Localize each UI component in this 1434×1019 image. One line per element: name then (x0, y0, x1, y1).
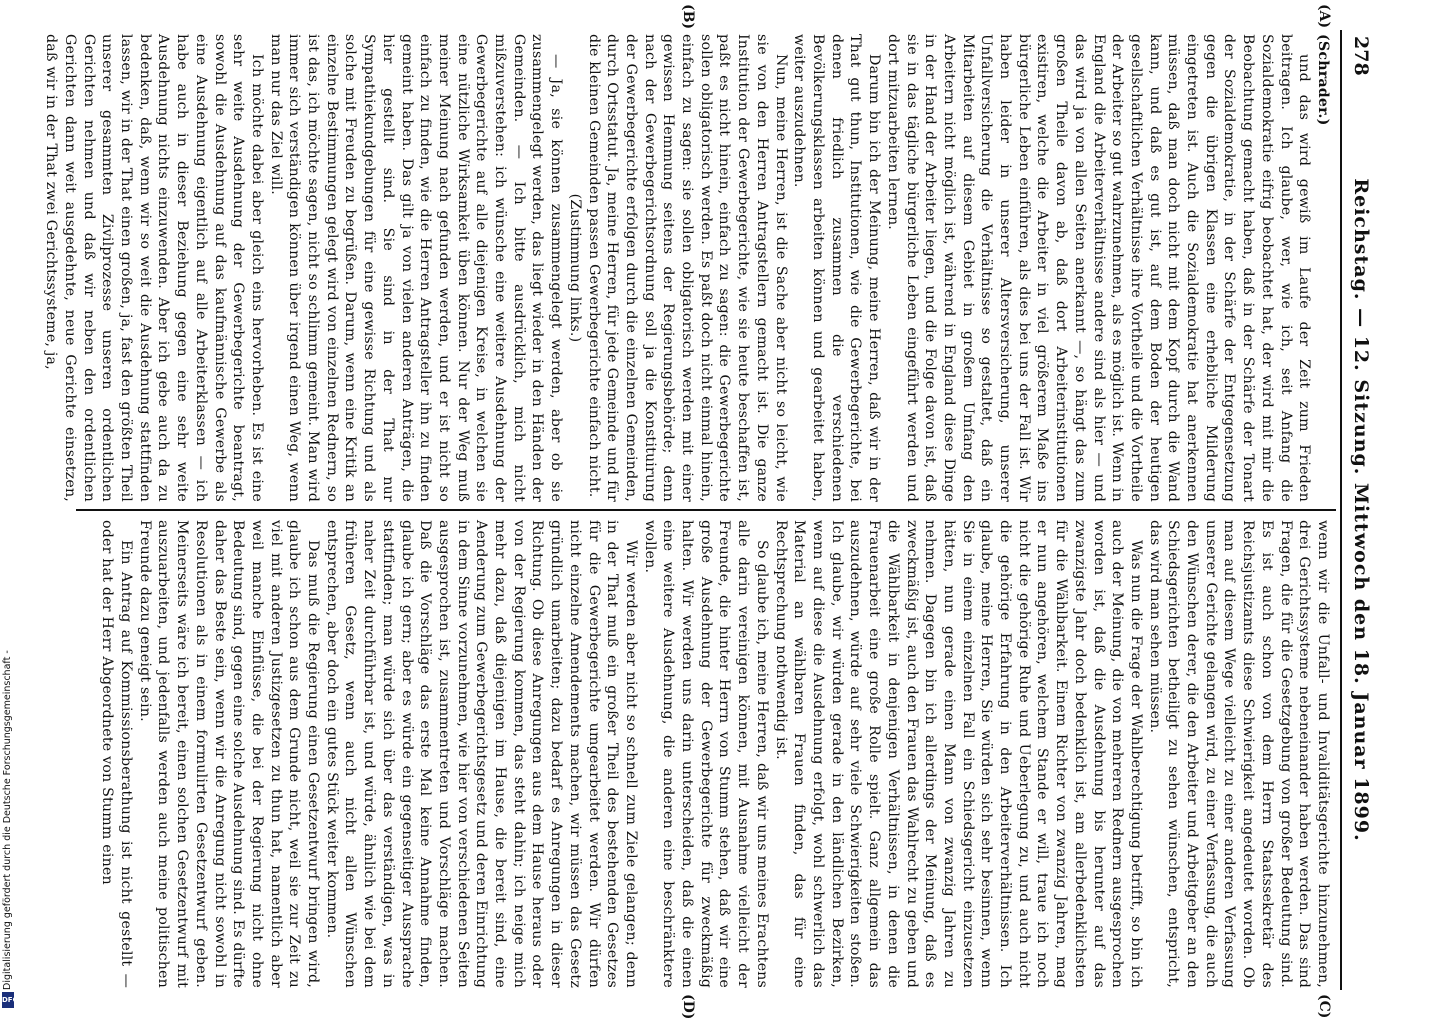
margin-marker-c: (C) (1316, 994, 1332, 1019)
rotated-page (43, 4, 1376, 1019)
page-header (1340, 30, 1376, 990)
interjection: (Zustimmung links.) (566, 193, 583, 343)
left-column (43, 34, 1332, 502)
page-number: 278 (1350, 36, 1372, 76)
margin-marker-a: (A) (1316, 4, 1332, 29)
digitization-footer (2, 610, 19, 1004)
digitization-credit: Digitalisierung gefördert durch die Deutsche Forschungsgemeinschaft - (2, 650, 13, 990)
paragraph: Ein Antrag auf Kommissionsberathung ist nicht gestellt — oder hat der Herr Abgeordnete von Stumm einen (99, 520, 134, 988)
paragraph: Ich möchte dabei aber gleich eins hervorheben. Es ist eine sehr weite Ausdehnung der Gewerbegerichte beantragt, sowohl die Ausdehnung auf das kaufmännische Gewerbe als eine Ausdehnung eigentlich auf alle Arbeiterklassen — ich habe auch in dieser Beziehung gegen eine sehr weite Ausdehnung nichts einzuwenden. Aber ich gebe auch da zu bedenken, daß, wenn wir so weit die Ausdehnung stattfinden lassen, wir in der That einen großen, ja, fast den größten Theil unserer gesammten Zivilprozesse unseren ordentlichen Gerichten nehmen und daß wir neben den ordentlichen Gerichten dann weit ausgedehnte, neue Gerichte einsetzen, daß wir in der That zwei Gerichtssysteme, ja, (43, 34, 265, 502)
paragraph: Nun, meine Herren, ist die Sache aber nicht so leicht, wie sie von den Herren Antragstellern gemacht ist. Die ganze Institution der Gewerbegerichte, wie sie heute beschaffen ist, paßt es nicht hinein, einfach zu sagen: die Gewerbegerichte sollen obligatorisch werden. Es paßt doch nicht einmal hinein, einfach zu sagen: sie sollen obligatorisch werden mit einer gewissen Hemmung seitens der Regierungsbehörde; denn nach der Gewerbegerichtsordnung soll ja die Konstituirung der Gewerbegerichte erfolgen durch die einzelnen Gemeinden, durch Ortsstatut. Ja, meine Herren, für jede Gemeinde und für die kleinen Gemeinden passen Gewerbegerichte einfach nicht. (585, 34, 789, 502)
paragraph: und das wird gewiß im Laufe der Zeit zum Frieden beitragen. Ich glaube, wer, wie ich, seit Anfang die Sozialdemokratie eifrig beobachtet hat, der wird mit mir die Beobachtung gemacht haben, daß in der Schärfe der Tonart der Sozialdemokratie, in der Schärfe der Entgegensetzung gegen die übrigen Klassen eine erhebliche Milderung eingetreten ist. Auch die Sozialdemokratie hat anerkennen müssen, daß man doch nicht mit dem Kopf durch die Wand kann, und daß es gut ist, auf dem Boden der heutigen gesellschaftlichen Verhältnisse ihre Vortheile und die Vortheile der Arbeiter so gut wahrzunehmen, als es möglich ist. Wenn in England die Arbeiterverhältnisse andere sind als hier — und das wird ja von allen Seiten anerkannt —, so hängt das zum großen Theile davon ab, daß dort Arbeiterinstitutionen existiren, welche die Arbeiter in viel größerem Maße ins bürgerliche Leben einführen, als dies bei uns der Fall ist. Wir haben leider in unserer Altersversicherung, unserer Unfallversicherung die Verhältnisse so gestaltet, daß ein Mitarbeiten auf diesem Gebiet in großem Umfang den Arbeitern nicht möglich ist, während in England diese Dinge in der Hand der Arbeiter liegen, und die Folge davon ist, daß sie in das tägliche bürgerliche Leben eingeführt werden und dort mitzuarbeiten lernen. (884, 34, 1313, 502)
right-column (67, 520, 1332, 988)
page-title: Reichstag. — 12. Sitzung. Mittwoch den 18. Januar 1899. (1350, 178, 1372, 842)
dfg-logo-icon: DFG (2, 992, 14, 1008)
margin-marker-d: (D) (680, 994, 696, 1019)
speaker-name: (Schrader.) (1315, 34, 1331, 126)
paragraph: Darum bin ich der Meinung, meine Herren, daß wir in der That gut thun, Institutionen, wie die Gewerbegerichte, bei denen friedlich zusammen die verschiedenen Bevölkerungsklassen arbeiten können und gearbeitet haben, weiter auszudehnen. (791, 34, 883, 502)
paragraph: wenn wir die Unfall- und Invaliditätsgerichte hinzunehmen, drei Gerichtssysteme nebeneinander haben werden. Das sind Fragen, die für die Gesetzgebung von großer Bedeutung sind. Es ist auch schon von dem Herrn Staatssekretär des Reichsjustizamts diese Schwierigkeit angedeutet worden. Ob man auf diesem Wege vielleicht zu einer anderen Verfassung unserer Gerichte gelangen wird, zu einer Verfassung, die auch den Wünschen derer, die den Arbeiter und Arbeitgeber an den Schiedsgerichten betheiligt zu sehen wünschen, entspricht, das wird man sehen müssen. (1146, 520, 1331, 988)
paragraph: So glaube ich, meine Herren, daß wir uns meines Erachtens alle darin vereinigen können, mit Ausnahme vielleicht der Freunde, die hinter Herrn von Stumm stehen, daß wir eine große Ausdehnung der Gewerbegerichte für zweckmäßig halten. Wir werden uns darin unterscheiden, daß die einen eine weitere Ausdehnung, die anderen eine beschränktere wollen. (641, 520, 770, 988)
column-divider (76, 509, 1336, 511)
paragraph: — Ja, sie können zusammengelegt werden, aber ob sie zusammengelegt werden, das liegt wieder in den Händen der Gemeinden. — Ich bitte ausdrücklich, mich nicht mißzuverstehen: ich wünsche eine weitere Ausdehnung der Gewerbegerichte auf alle diejenigen Kreise, in welchen sie eine nützliche Wirksamkeit üben können. Nur der Weg muß meiner Meinung nach gefunden werden, und er ist nicht so einfach zu finden, wie die Herren Antragsteller ihn zu finden gemeint haben. Das gilt ja von vielen anderen Anträgen, die hier gestellt sind. Sie sind in der That nur Sympathiekundgebungen für eine gewisse Richtung und als solche mit Freuden zu begrüßen. Darum, wenn eine Kritik an einzelne Bestimmungen gelegt wird von einzelnen Rednern, so ist das, ich möchte sagen, nicht so schlimm gemeint. Man wird immer sich verständigen können über irgend einen Weg, wenn man nur das Ziel will. (267, 34, 565, 502)
margin-marker-b: (B) (680, 4, 696, 30)
paragraph: Wir werden aber nicht so schnell zum Ziele gelangen; denn in der That muß ein großer Theil des bestehenden Gesetzes für die Gewerbegerichte umgearbeitet werden. Wir dürfen nicht einzelne Amendements machen, wir müssen das Gesetz gründlich umarbeiten; dazu bedarf es Anregungen in dieser Richtung. Ob diese Anregungen aus dem Hause heraus oder von der Regierung kommen, das steht dahin; ich neige mich mehr dazu, daß diejenigen im Hause, die bereit sind, eine Aenderung zum Gewerbegerichtsgesetz und deren Einrichtung in dem Sinne vorzunehmen, wie hier von verschiedenen Seiten ausgesprochen ist, zusammentreten und Vorschläge machen. Daß die Vorschläge das erste Mal keine Annahme finden, glaube ich gern; aber es würde ein gegenseitiger Aussprache stattfinden; man würde sich über das verständigen, was in naher Zeit durchführbar ist, und würde, ähnlich wie bei dem früheren Gesetz, wenn auch nicht allen Wünschen entsprechen, aber doch ein gutes Stück weiter kommen. (323, 520, 639, 988)
paragraph: Das muß die Regierung einen Gesetzentwurf bringen wird, glaube ich schon aus dem Grunde nicht, weil sie zur Zeit zu viel mit anderen Justizgesetzen zu thun hat, namentlich aber weil manche Einflüsse, die bei der Regierung nicht ohne Bedeutung sind, gegen eine solche Ausdehnung sind. Es dürfte daher das Beste sein, wenn wir die Anregung nicht sowohl in Resolutionen als in einem formulirten Gesetzentwurf geben. Meinerseits wäre ich bereit, einen solchen Gesetzentwurf mit auszuarbeiten, und jedenfalls werden auch meine politischen Freunde dazu geneigt sein. (136, 520, 322, 988)
paragraph: Was nun die Frage der Wahlberechtigung betrifft, so bin ich auch der Meinung, die von mehreren Rednern ausgesprochen worden ist, daß die Ausdehnung bis herunter auf das zwanzigste Jahr doch bedenklich ist, am allerbedenklichsten für die Wählbarkeit. Einem Richter von zwanzig Jahren, mag er nun angehören, welchem Stande er will, traue ich noch nicht die gehörige Ruhe und Ueberlegung zu, und auch nicht die gehörige Erfahrung in den Arbeiterverhältnissen. Ich glaube, meine Herren, Sie würden sich sehr besinnen, wenn Sie in einem einzelnen Fall ein Schiedsgericht einzusetzen hätten, nun gerade einen Mann von zwanzig Jahren zu nehmen. Dagegen bin ich allerdings der Meinung, daß es zweckmäßig ist, auch den Frauen das Wahlrecht zu geben und die Wählbarkeit in denjenigen Verhältnissen, in denen die Frauenarbeit eine große Rolle spielt. Ganz allgemein das auszudehnen, würde auf sehr viele Schwierigkeiten stoßen. Ich glaube, wir würden gerade in den ländlichen Bezirken, wenn auf diese die Ausdehnung erfolgt, wohl schwerlich das Material an wählbaren Frauen finden, das für eine Rechtsprechung nothwendig ist. (772, 520, 1144, 988)
